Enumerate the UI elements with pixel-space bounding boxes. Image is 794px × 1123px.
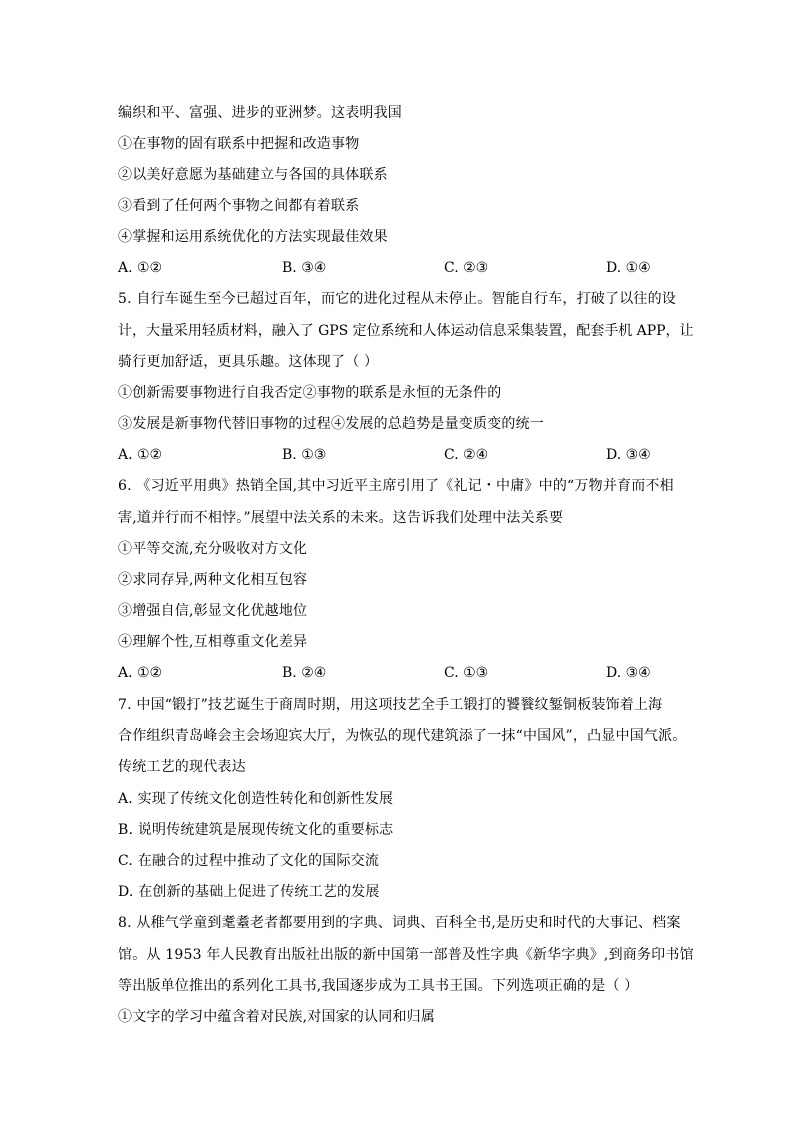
- q5-option-b: B. ①③: [282, 447, 327, 463]
- q4-option-b: B. ③④: [282, 260, 327, 276]
- q6-item-1: ①平等交流,充分吸收对方文化: [118, 541, 308, 557]
- q4-option-a: A. ①②: [118, 260, 163, 276]
- q8-item-1: ①文字的学习中蕴含着对民族,对国家的认同和归属: [118, 1009, 436, 1025]
- q6-line-2: 害,道并行而不相悖。”展望中法关系的未来。这告诉我们处理中法关系要: [118, 510, 564, 526]
- q7-choice-c: C. 在融合的过程中推动了文化的国际交流: [118, 853, 380, 869]
- q8-line-3: 等出版单位推出的系列化工具书,我国逐步成为工具书王国。下列选项正确的是（ ）: [118, 978, 639, 994]
- q4-item-3: ③看到了任何两个事物之间都有着联系: [118, 198, 360, 214]
- q6-option-b: B. ②④: [282, 665, 327, 681]
- q7-line-3: 传统工艺的现代表达: [118, 759, 246, 775]
- q5-option-a: A. ①②: [118, 447, 163, 463]
- q7-choice-d: D. 在创新的基础上促进了传统工艺的发展: [118, 884, 380, 900]
- q5-line-1: 5. 自行车诞生至今已超过百年，而它的进化过程从未停止。智能自行车，打破了以往的设: [118, 291, 677, 307]
- q4-item-4: ④掌握和运用系统优化的方法实现最佳效果: [118, 229, 388, 245]
- q5-line-3: 骑行更加舒适，更具乐趣。这体现了（ ）: [118, 354, 379, 370]
- q6-item-3: ③增强自信,彰显文化优越地位: [118, 603, 308, 619]
- q7-line-2: 合作组织青岛峰会主会场迎宾大厅，为恢弘的现代建筑添了一抹“中国风”，凸显中国气派。: [118, 728, 687, 744]
- q5-item-2: ③发展是新事物代替旧事物的过程④发展的总趋势是量变质变的统一: [118, 416, 544, 432]
- q6-line-1: 6. 《习近平用典》热销全国,其中习近平主席引用了《礼记・中庸》中的“万物并育而不相: [118, 478, 674, 494]
- q4-stem: 编织和平、富强、进步的亚洲梦。这表明我国: [118, 105, 402, 121]
- q8-line-2: 馆。从 1953 年人民教育出版社出版的新中国第一部普及性字典《新华字典》,到商务印书馆: [118, 947, 694, 963]
- q5-option-d: D. ③④: [606, 447, 651, 463]
- q5-item-1: ①创新需要事物进行自我否定②事物的联系是永恒的无条件的: [118, 385, 502, 401]
- q7-line-1: 7. 中国“锻打”技艺诞生于商周时期，用这项技艺全手工锻打的饕餮纹錾铜板装饰着上海: [118, 697, 663, 713]
- q5-line-2: 计，大量采用轻质材料，融入了 GPS 定位系统和人体运动信息采集装置，配套手机 APP，让: [118, 323, 694, 339]
- q4-option-c: C. ②③: [444, 260, 489, 276]
- q6-option-d: D. ③④: [606, 665, 651, 681]
- q8-line-1: 8. 从稚气学童到耄耋老者都要用到的字典、词典、百科全书,是历史和时代的大事记、档案: [118, 915, 681, 931]
- q6-item-2: ②求同存异,两种文化相互包容: [118, 572, 308, 588]
- q4-item-1: ①在事物的固有联系中把握和改造事物: [118, 136, 360, 152]
- q5-option-c: C. ②④: [444, 447, 489, 463]
- q7-choice-a: A. 实现了传统文化创造性转化和创新性发展: [118, 791, 394, 807]
- q6-item-4: ④理解个性,互相尊重文化差异: [118, 634, 308, 650]
- q4-option-d: D. ①④: [606, 260, 651, 276]
- q4-item-2: ②以美好意愿为基础建立与各国的具体联系: [118, 167, 388, 183]
- q6-option-c: C. ①③: [444, 665, 489, 681]
- q6-option-a: A. ①②: [118, 665, 163, 681]
- q7-choice-b: B. 说明传统建筑是展现传统文化的重要标志: [118, 822, 394, 838]
